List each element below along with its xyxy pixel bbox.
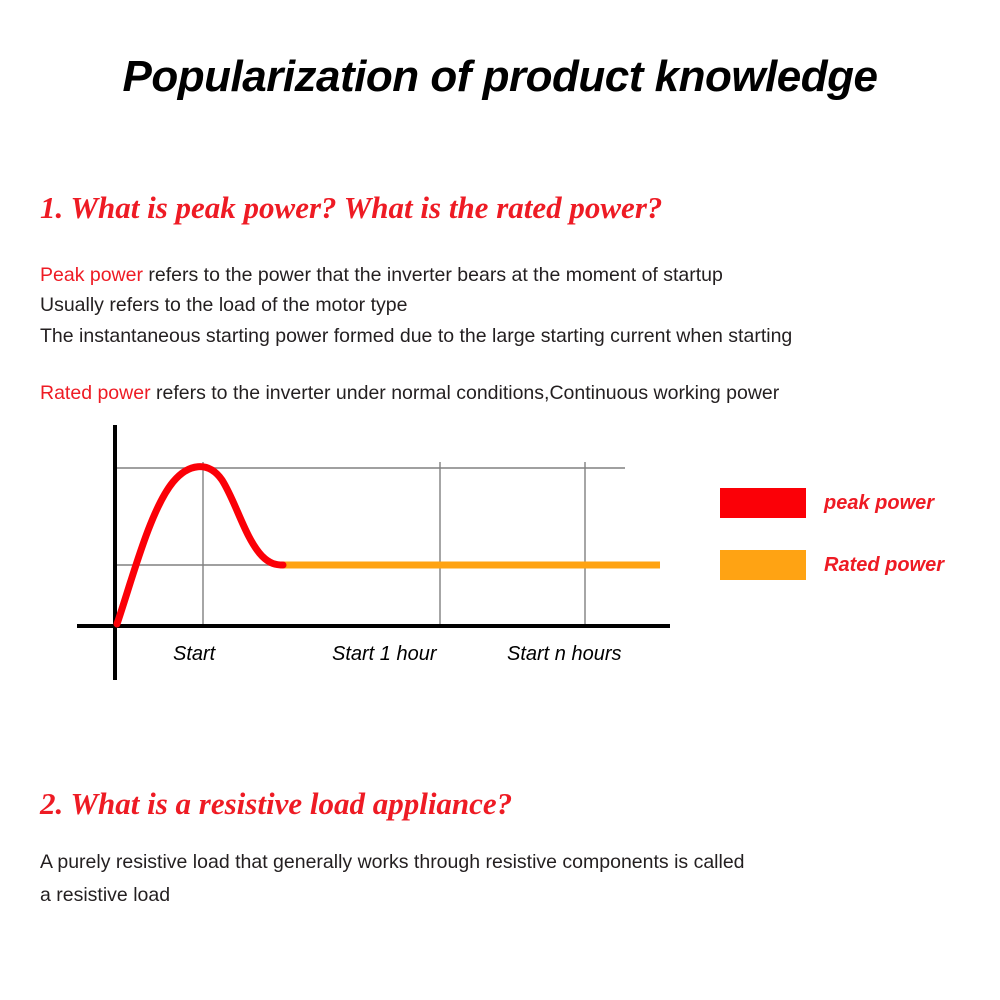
legend-swatch-rated-power — [720, 550, 806, 580]
body-line — [40, 264, 723, 287]
body-text: refers to the inverter under normal conditions,Continuous working power — [150, 382, 780, 404]
body-text: Usually refers to the load of the motor type — [40, 294, 408, 316]
legend-label-rated-power: Rated power — [824, 554, 945, 576]
body-text: a resistive load — [40, 884, 171, 906]
body-line — [40, 294, 407, 317]
body-line — [40, 851, 745, 874]
body-text: The instantaneous starting power formed due to the large starting current when starting — [40, 325, 793, 347]
body-text: refers to the power that the inverter bears at the moment of startup — [142, 264, 723, 286]
legend-swatch-peak-power — [720, 488, 806, 518]
section-heading-2: 2. What is a resistive load appliance? — [40, 786, 513, 821]
power-curve-chart — [40, 410, 980, 710]
body-line — [40, 884, 170, 907]
chart-gridlines — [115, 462, 660, 625]
x-tick-label-start: Start — [173, 643, 216, 665]
section-heading-1: 1. What is peak power? What is the rated power? — [40, 190, 663, 225]
page-title: Popularization of product knowledge — [122, 52, 878, 101]
series-peak-power — [117, 467, 283, 624]
legend-label-peak-power: peak power — [824, 492, 935, 514]
body-line — [40, 325, 792, 348]
x-tick-label-start-1-hour: Start 1 hour — [332, 643, 437, 665]
x-tick-label-start-n-hours: Start n hours — [507, 643, 622, 665]
body-line — [40, 382, 779, 405]
term-peak-power: Peak power — [40, 264, 143, 286]
term-rated-power: Rated power — [40, 382, 151, 404]
body-text: A purely resistive load that generally works through resistive components is called — [40, 851, 745, 873]
